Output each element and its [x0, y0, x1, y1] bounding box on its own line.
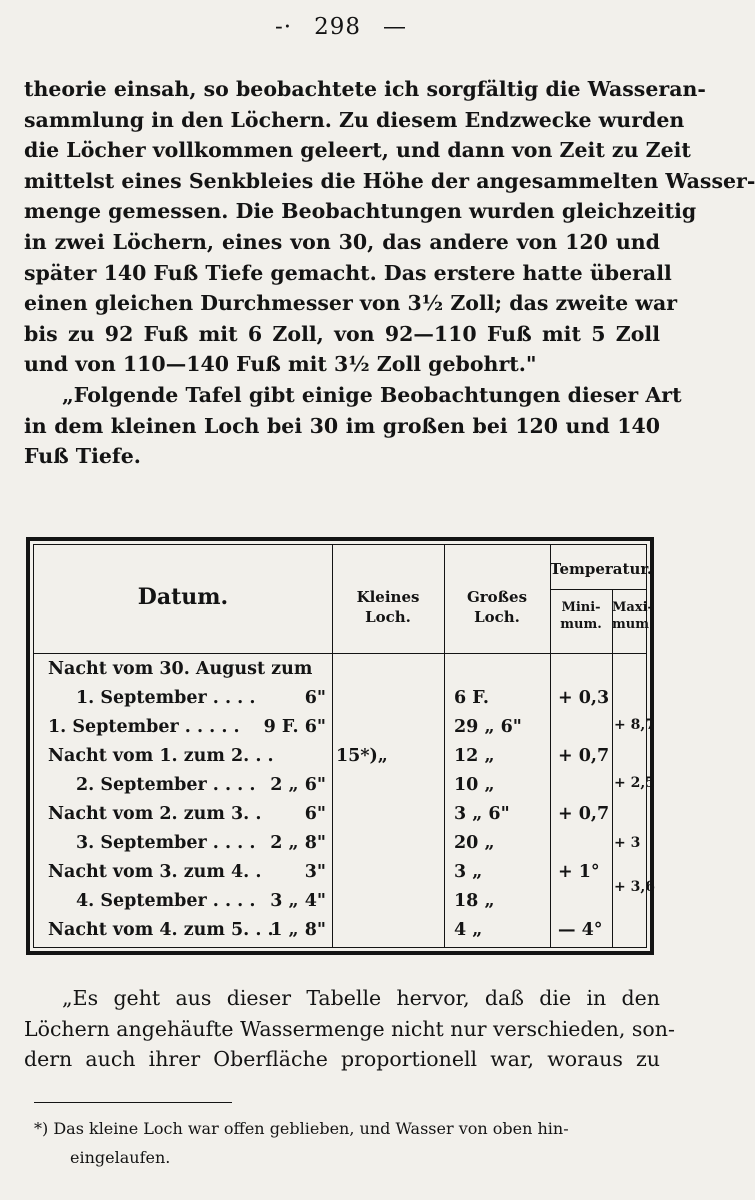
table-cell-grosses: 10 „	[454, 775, 495, 795]
paragraph1-line: sammlung in den Löchern. Zu diesem Endzwecke wurden	[24, 107, 685, 132]
paragraph3-line: dern auch ihrer Oberfläche proportionell war, woraus zu	[24, 1047, 660, 1072]
table-cell-max: + 8,7	[614, 717, 655, 733]
header-dash-left: -·	[275, 14, 293, 40]
paragraph1-line: menge gemessen. Die Beobachtungen wurden gleichzeitig	[24, 199, 697, 224]
header-dash-right: —	[383, 14, 407, 40]
header-datum: Datum.	[137, 584, 229, 610]
header-grosses-loch	[444, 587, 550, 627]
header-maximum	[612, 599, 654, 633]
paragraph3-line: „Es geht aus dieser Tabelle hervor, daß die in den	[62, 986, 660, 1010]
footnote-line1: *) Das kleine Loch war offen geblieben, und Wasser von oben hin-	[34, 1119, 569, 1138]
table-cell-min: + 1°	[558, 862, 600, 882]
paragraph2-line: „Folgende Tafel gibt einige Beobachtungen dieser Art	[62, 382, 682, 407]
header-minimum	[550, 599, 612, 633]
table-cell-datum: 1. September . . . . .	[48, 717, 240, 737]
table-cell-grosses: 20 „	[454, 833, 495, 853]
paragraph2-line: Fuß Tiefe.	[24, 444, 141, 469]
table-cell-datum: 2. September . . . .	[76, 775, 256, 795]
table-cell-grosses: 4 „	[454, 920, 483, 940]
footnote	[34, 1114, 664, 1172]
page-number: 298	[314, 14, 361, 40]
table-cell-datum: Nacht vom 1. zum 2. . .	[48, 746, 274, 766]
header-maximum-line2: mum.	[612, 617, 654, 632]
table-cell-max: + 3	[614, 835, 641, 851]
table-cell-datum: Nacht vom 4. zum 5. . .	[48, 920, 274, 940]
table-cell-min: + 0,7	[558, 804, 610, 824]
table-cell-min: — 4°	[558, 920, 603, 940]
table-cell-datum: Nacht vom 3. zum 4. .	[48, 862, 262, 882]
table-cell-kleines: 9 F. 6"	[263, 717, 326, 737]
paragraph1-line: die Löcher vollkommen geleert, und dann von Zeit zu Zeit	[24, 138, 691, 163]
paragraph1-line: und von 110—140 Fuß mit 3½ Zoll gebohrt."	[24, 352, 537, 377]
table-cell-datum: 4. September . . . .	[76, 891, 256, 911]
paragraph2-line: in dem kleinen Loch bei 30 im großen bei 120 und 140	[24, 413, 660, 438]
table-cell-datum: Nacht vom 30. August zum	[48, 659, 313, 679]
table-cell-kleines: 3"	[304, 862, 326, 882]
table-cell-grosses: 6 F.	[454, 688, 490, 708]
paragraph1-line: mittelst eines Senkbleies die Höhe der angesammelten Wasser-	[24, 168, 755, 193]
table-inner	[33, 544, 655, 948]
observation-table	[26, 537, 654, 955]
header-kleines-line1: Kleines	[356, 588, 420, 606]
table-cell-grosses: 18 „	[454, 891, 495, 911]
paragraph1-line: in zwei Löchern, eines von 30, das andere von 120 und	[24, 229, 660, 254]
paragraph3-line: Löchern angehäufte Wassermenge nicht nur verschieden, son-	[24, 1016, 675, 1041]
footnote-rule	[34, 1102, 232, 1103]
closing-text	[24, 983, 675, 1075]
header-minimum-line1: Mini-	[561, 600, 601, 615]
header-maximum-line1: Maxi-	[612, 600, 653, 615]
table-cell-datum: Nacht vom 2. zum 3. .	[48, 804, 262, 824]
table-cell-kleines: 1 „ 8"	[270, 920, 326, 940]
table-cell-min: + 0,3	[558, 688, 610, 708]
header-minimum-line2: mum.	[560, 617, 602, 632]
table-cell-grosses: 3 „	[454, 862, 483, 882]
table-cell-max: + 2,5	[614, 775, 655, 791]
table-cell-kleines: 3 „ 4"	[270, 891, 326, 911]
col-divider	[612, 589, 613, 947]
header-rule	[34, 653, 646, 654]
paragraph1-line: bis zu 92 Fuß mit 6 Zoll, von 92—110 Fuß mit 5 Zoll	[24, 321, 660, 346]
table-cell-kleines: 2 „ 6"	[270, 775, 326, 795]
temperature-rule	[550, 589, 646, 590]
table-cell-min: + 0,7	[558, 746, 610, 766]
footnote-line2: eingelaufen.	[70, 1148, 171, 1167]
table-cell-datum: 3. September . . . .	[76, 833, 256, 853]
table-cell-kleines: 6"	[304, 688, 326, 708]
header-kleines-line2: Loch.	[365, 608, 411, 626]
header-temperatur: Temperatur.	[550, 560, 653, 578]
header-grosses-line1: Großes	[466, 588, 528, 606]
paragraph1-line: einen gleichen Durchmesser von 3½ Zoll; das zweite war	[24, 291, 678, 316]
table-cell-grosses: 12 „	[454, 746, 495, 766]
table-cell-max: + 3,6	[614, 879, 655, 895]
paragraph1-line: theorie einsah, so beobachtete ich sorgfältig die Wasseran-	[24, 77, 706, 101]
paragraph1-line: später 140 Fuß Tiefe gemacht. Das erstere hatte überall	[24, 260, 672, 285]
main-text	[24, 74, 755, 472]
table-cell-datum: 1. September . . . .	[76, 688, 256, 708]
table-cell-grosses: 3 „ 6"	[454, 804, 510, 824]
page-header	[0, 14, 682, 40]
table-cell-kleines: 2 „ 8"	[270, 833, 326, 853]
table-cell-kleines: 15*)„	[336, 746, 388, 766]
header-grosses-line2: Loch.	[474, 608, 520, 626]
header-kleines-loch	[332, 587, 444, 627]
table-cell-grosses: 29 „ 6"	[454, 717, 522, 737]
table-cell-kleines: 6"	[304, 804, 326, 824]
